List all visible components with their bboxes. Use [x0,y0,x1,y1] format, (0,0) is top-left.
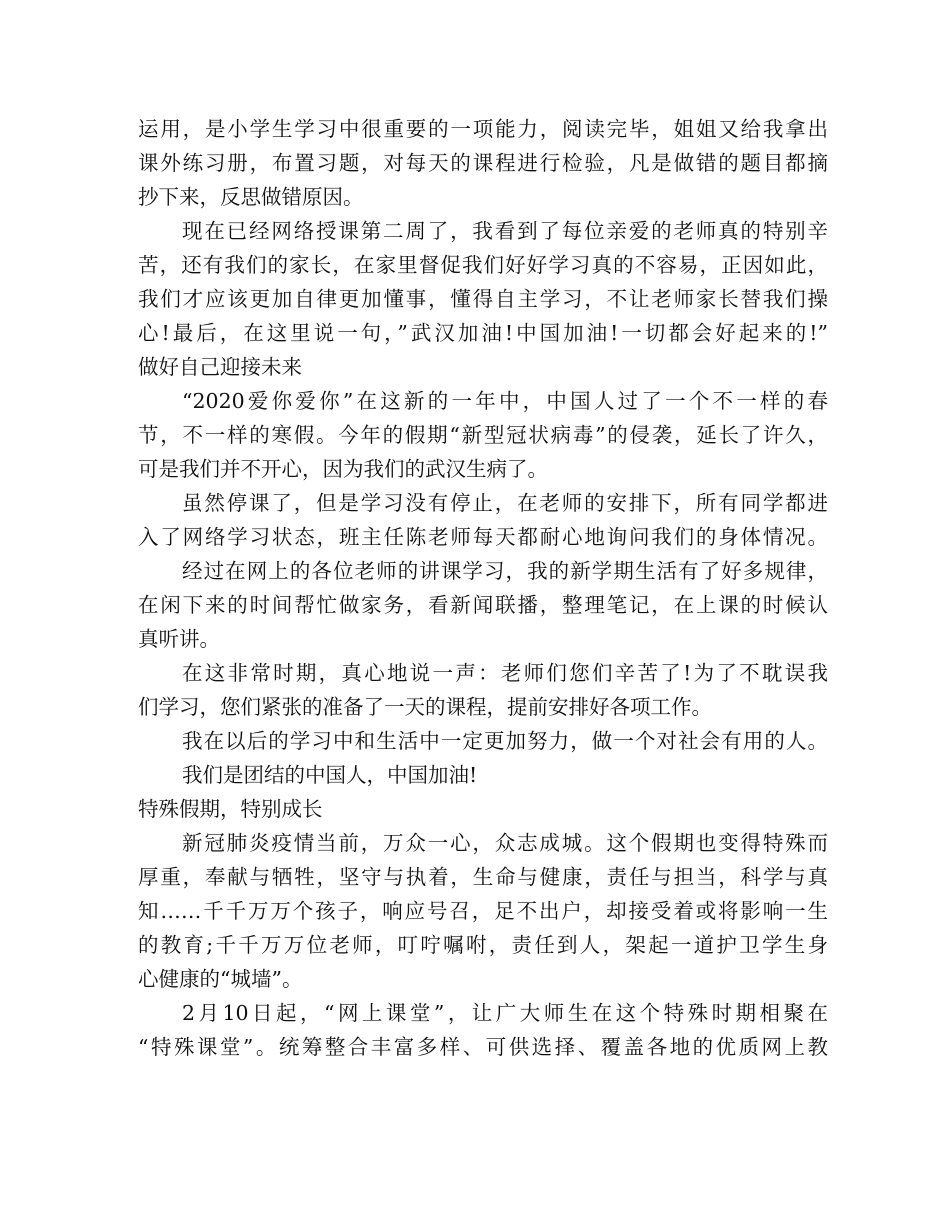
text-line: 的教育;千千万万位老师，叮咛嘱咐，责任到人，架起一道护卫学生身 [138,933,828,957]
text-line: 心健康的“城墙”。 [138,967,303,991]
text-line: “特殊课堂”。统筹整合丰富多样、可供选择、覆盖各地的优质网上教 [138,1035,828,1059]
text-line: 我们才应该更加自律更加懂事，懂得自主学习，不让老师家长替我们操 [138,287,828,311]
text-line: 厚重，奉献与牺牲，坚守与执着，生命与健康，责任与担当，科学与真 [138,865,828,889]
paragraph-start-line: 我们是团结的中国人，中国加油! [182,763,478,787]
text-line: 苦，还有我们的家长，在家里督促我们好好学习真的不容易，正因如此， [138,253,828,277]
paragraph-start-line: 现在已经网络授课第二周了，我看到了每位亲爱的老师真的特别辛 [182,219,828,243]
text-line: 入了网络学习状态，班主任陈老师每天都耐心地询问我们的身体情况。 [138,525,828,549]
paragraph-start-line: 2月10日起，“网上课堂”，让广大师生在这个特殊时期相聚在 [182,1001,828,1025]
text-line: 可是我们并不开心，因为我们的武汉生病了。 [138,457,548,481]
document-body [138,112,828,1064]
paragraph-start-line: 虽然停课了，但是学习没有停止，在老师的安排下，所有同学都进 [182,491,828,515]
text-line: 抄下来，反思做错原因。 [138,185,364,209]
paragraph-start-line: 我在以后的学习中和生活中一定更加努力，做一个对社会有用的人。 [182,729,828,753]
paragraph-start-line: 新冠肺炎疫情当前，万众一心，众志成城。这个假期也变得特殊而 [182,831,828,855]
text-line: 运用，是小学生学习中很重要的一项能力，阅读完毕，姐姐又给我拿出 [138,117,828,141]
text-line: 知……千千万万个孩子，响应号召，足不出户，却接受着或将影响一生 [138,899,828,923]
text-line: 节，不一样的寒假。今年的假期“新型冠状病毒”的侵袭，延长了许久， [138,423,828,447]
section-heading: 特殊假期，特别成长 [138,797,323,821]
text-line: 真听讲。 [138,627,220,651]
paragraph-start-line: “2020爱你爱你”在这新的一年中，中国人过了一个不一样的春 [182,389,828,413]
paragraph-start-line: 在这非常时期，真心地说一声：老师们您们辛苦了!为了不耽误我 [182,661,828,685]
text-line: 在闲下来的时间帮忙做家务，看新闻联播，整理笔记，在上课的时候认 [138,593,828,617]
text-line: 心!最后，在这里说一句，”武汉加油!中国加油!一切都会好起来的!” [138,321,828,345]
section-heading: 做好自己迎接未来 [138,355,302,379]
text-line: 课外练习册，布置习题，对每天的课程进行检验，凡是做错的题目都摘 [138,151,828,175]
paragraph-start-line: 经过在网上的各位老师的讲课学习，我的新学期生活有了好多规律， [182,559,828,583]
text-line: 们学习，您们紧张的准备了一天的课程，提前安排好各项工作。 [138,695,712,719]
